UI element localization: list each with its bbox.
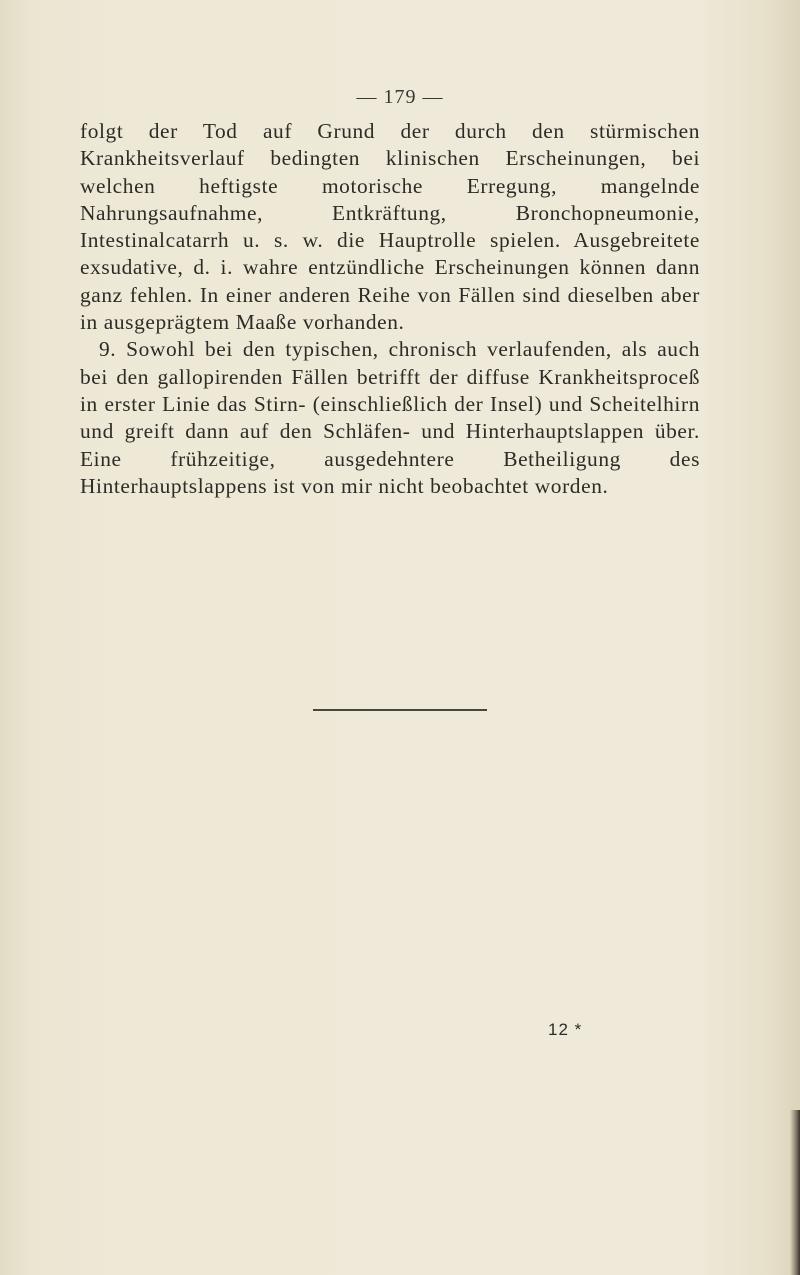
body-text bbox=[80, 118, 700, 500]
paragraph-2: 9. Sowohl bei den typischen, chronisch verlaufenden, als auch bei den gallopirenden Fällen betrifft der diffuse Krankheitsproceß in erster Linie das Stirn- (einschließlich der Insel) und Scheitelhirn und greift dann auf den Schläfen- und Hinterhauptslappen über. Eine frühzeitige, ausgedehntere Betheiligung des Hinterhauptslappens ist von mir nicht beobachtet worden. bbox=[80, 337, 700, 498]
paragraph-1: folgt der Tod auf Grund der durch den stürmischen Krankheitsverlauf bedingten klinischen Erscheinungen, bei welchen heftigste motorische Erregung, mangelnde Nahrungsaufnahme, Entkräftung, Bronchopneumonie, Intestinalcatarrh u. s. w. die Hauptrolle spielen. Ausgebreitete exsudative, d. i. wahre entzündliche Erscheinungen können dann ganz fehlen. In einer anderen Reihe von Fällen sind dieselben aber in ausgeprägtem Maaße vorhanden. bbox=[80, 119, 700, 335]
signature-mark: 12 * bbox=[548, 1020, 583, 1039]
page-edge-shadow bbox=[790, 1110, 800, 1275]
section-divider bbox=[313, 709, 487, 711]
page-number: — 179 — bbox=[356, 86, 444, 108]
